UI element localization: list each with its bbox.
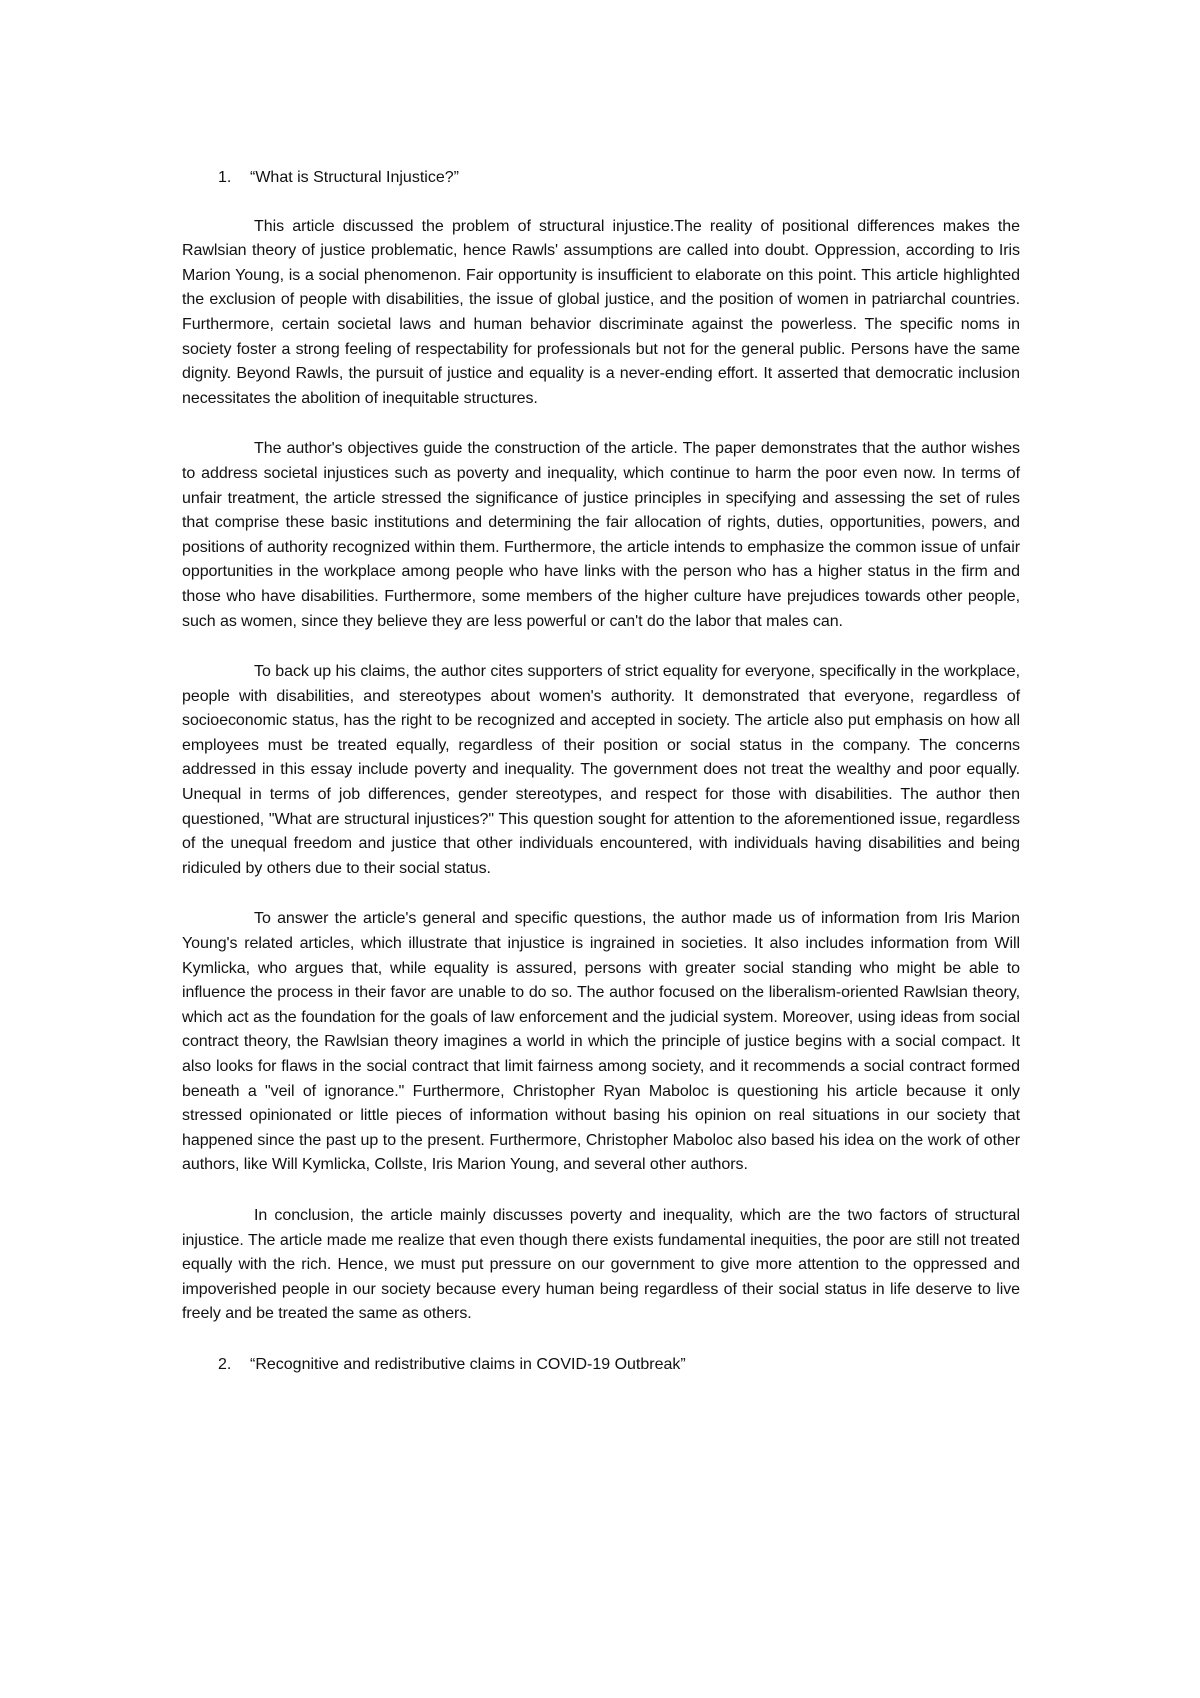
document-body <box>182 166 1020 1378</box>
section-heading-2 <box>182 1353 1020 1378</box>
section-heading-1 <box>182 166 1020 191</box>
paragraph: This article discussed the problem of structural injustice.The reality of positional differences makes the Rawlsian theory of justice problematic, hence Rawls' assumptions are called into doubt. Oppression, according to Iris Marion Young, is a social phenomenon. Fair opportunity is insufficient to elaborate on this point. This article highlighted the exclusion of people with disabilities, the issue of global justice, and the position of women in patriarchal countries. Furthermore, certain societal laws and human behavior discriminate against the powerless. The specific noms in society foster a strong feeling of respectability for professionals but not for the general public. Persons have the same dignity. Beyond Rawls, the pursuit of justice and equality is a never-ending effort. It asserted that democratic inclusion necessitates the abolition of inequitable structures. <box>182 217 1020 407</box>
paragraph: To answer the article's general and specific questions, the author made us of information from Iris Marion Young's related articles, which illustrate that injustice is ingrained in societies. It also includes information from Will Kymlicka, who argues that, while equality is assured, persons with greater social standing who might be able to influence the process in their favor are unable to do so. The author focused on the liberalism-oriented Rawlsian theory, which act as the foundation for the goals of law enforcement and the judicial system. Moreover, using ideas from social contract theory, the Rawlsian theory imagines a world in which the principle of justice begins with a social compact. It also looks for flaws in the social contract that limit fairness among society, and it recommends a social contract formed beneath a "veil of ignorance." Furthermore, Christopher Ryan Maboloc is questioning his article because it only stressed opinionated or little pieces of information without basing his opinion on real situations in our society that happened since the past up to the present. Furthermore, Christopher Maboloc also based his idea on the work of other authors, like Will Kymlicka, Collste, Iris Marion Young, and several other authors. <box>182 910 1020 1174</box>
section-title: “What is Structural Injustice?” <box>250 169 459 186</box>
paragraph: In conclusion, the article mainly discusses poverty and inequality, which are the two factors of structural injustice. The article made me realize that even though there exists fundamental inequities, the poor are still not treated equally with the rich. Hence, we must put pressure on our government to give more attention to the oppressed and impoverished people in our society because every human being regardless of their social status in life deserve to live freely and be treated the same as others. <box>182 1206 1020 1323</box>
paragraph: To back up his claims, the author cites supporters of strict equality for everyone, specifically in the workplace, people with disabilities, and stereotypes about women's authority. It demonstrated that everyone, regardless of socioeconomic status, has the right to be recognized and accepted in society. The article also put emphasis on how all employees must be treated equally, regardless of their position or social status in the company. The concerns addressed in this essay include poverty and inequality. The government does not treat the wealthy and poor equally. Unequal in terms of job differences, gender stereotypes, and respect for those with disabilities. The author then questioned, "What are structural injustices?" This question sought for attention to the aforementioned issue, regardless of the unequal freedom and justice that other individuals encountered, with individuals having disabilities and being ridiculed by others due to their social status. <box>182 663 1020 877</box>
section-number: 2. <box>218 1355 232 1373</box>
section-number: 1. <box>218 169 232 186</box>
paragraph: The author's objectives guide the construction of the article. The paper demonstrates that the author wishes to address societal injustices such as poverty and inequality, which continue to harm the poor even now. In terms of unfair treatment, the article stressed the significance of justice principles in specifying and assessing the set of rules that comprise these basic institutions and determining the fair allocation of rights, duties, opportunities, powers, and positions of authority recognized within them. Furthermore, the article intends to emphasize the common issue of unfair opportunities in the workplace among people who have links with the person who has a higher status in the firm and those who have disabilities. Furthermore, some members of the higher culture have prejudices towards other people, such as women, since they believe they are less powerful or can't do the labor that males can. <box>182 440 1020 630</box>
section-title: “Recognitive and redistributive claims in COVID-19 Outbreak” <box>250 1355 686 1373</box>
